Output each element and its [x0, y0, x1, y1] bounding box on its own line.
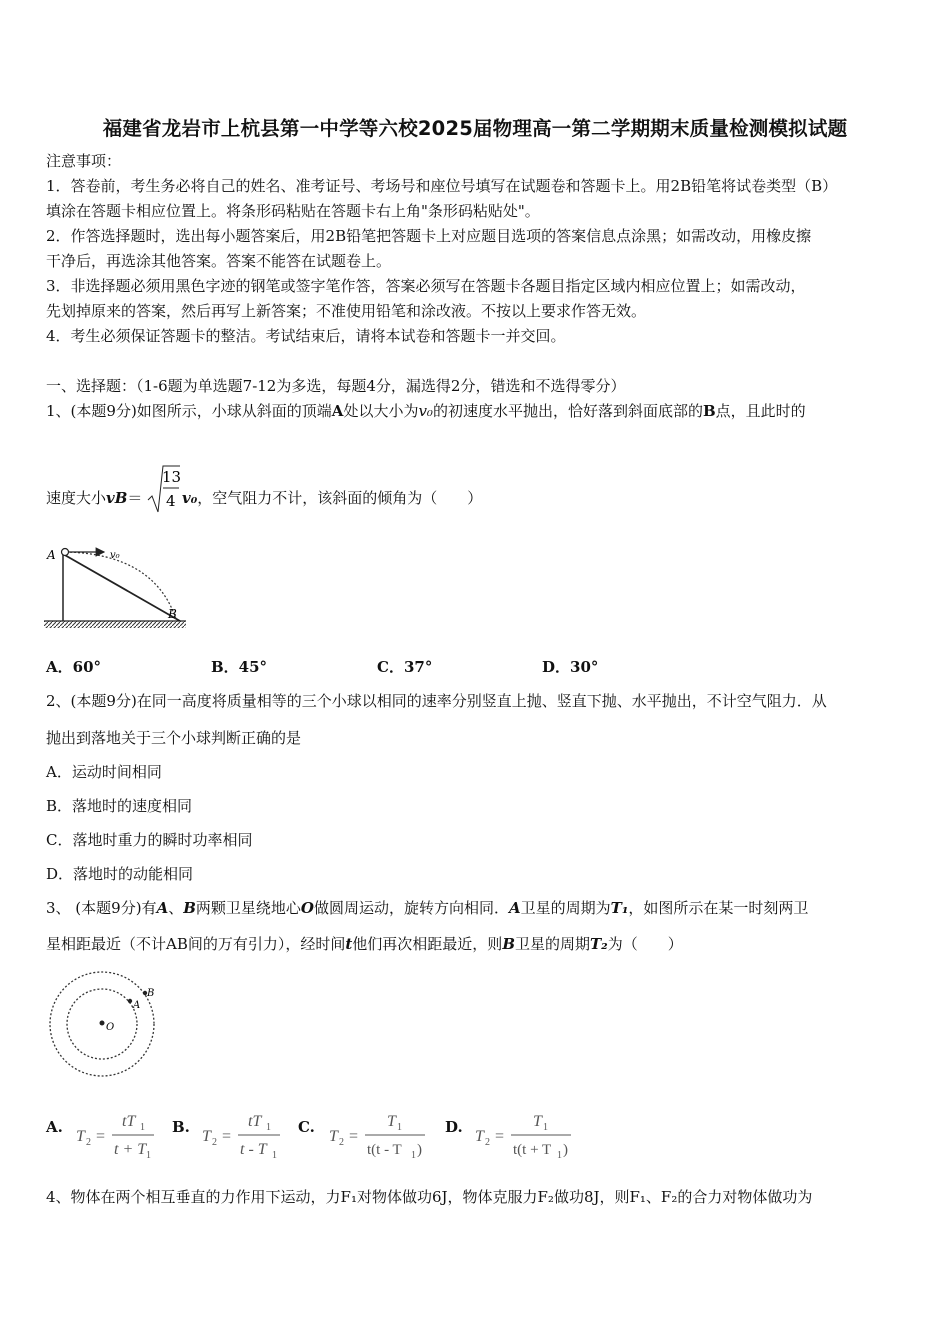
notice-line: 4．考生必须保证答题卡的整洁。考试结束后，请将本试卷和答题卡一并交回。: [46, 327, 566, 345]
ball: [62, 549, 69, 556]
q3-option-a-letter[interactable]: A.: [46, 1118, 63, 1136]
svg-text:2: 2: [86, 1137, 91, 1148]
svg-text:1: 1: [397, 1122, 402, 1133]
label-b: B: [168, 607, 177, 621]
notice-line: 干净后，再选涂其他答案。答案不能答在试题卷上。: [46, 252, 392, 270]
q2-option-c[interactable]: C．落地时重力的瞬时功率相同: [46, 831, 253, 849]
earth-center: [100, 1021, 105, 1026]
svg-text:tT: tT: [248, 1113, 262, 1130]
ground-hatch: [44, 621, 186, 628]
notice-line: 1．答卷前，考生务必将自己的姓名、准考证号、考场号和座位号填写在试题卷和答题卡上。用2B铅笔将试卷类型（B）: [46, 177, 838, 195]
q3-option-d-formula[interactable]: [473, 1108, 577, 1164]
svg-text:1: 1: [266, 1122, 271, 1133]
svg-text:2: 2: [212, 1137, 217, 1148]
svg-text:2: 2: [339, 1137, 344, 1148]
q3-option-b-formula[interactable]: [200, 1108, 286, 1164]
svg-text:1: 1: [146, 1150, 151, 1161]
svg-text:=: =: [96, 1128, 106, 1145]
q3-option-d-letter[interactable]: D.: [445, 1118, 463, 1136]
label-sat-b: B: [147, 988, 155, 999]
svg-text:=: =: [349, 1128, 359, 1145]
section-heading: 一、选择题：（1-6题为单选题7-12为多选，每题4分，漏选得2分，错选和不选得零分）: [46, 377, 626, 395]
svg-text:): ): [563, 1142, 568, 1158]
q3-option-c-letter[interactable]: C.: [298, 1118, 315, 1136]
incline-figure: [44, 542, 188, 632]
q1-option-d[interactable]: D．30°: [542, 658, 599, 676]
q2-option-b[interactable]: B．落地时的速度相同: [46, 797, 193, 815]
svg-text:): ): [417, 1142, 422, 1158]
q3-option-c-formula[interactable]: [327, 1108, 431, 1164]
svg-text:=: =: [495, 1128, 505, 1145]
question-1-line-2-rest: v₀，空气阻力不计，该斜面的倾角为（ ）: [182, 489, 483, 507]
label-sat-a: A: [133, 1000, 141, 1011]
q3-option-b-letter[interactable]: B.: [172, 1118, 190, 1136]
sqrt-numerator: 13: [162, 468, 182, 486]
svg-text:T: T: [329, 1128, 338, 1145]
incline-slope: [63, 554, 180, 621]
q2-option-d[interactable]: D．落地时的动能相同: [46, 865, 194, 883]
label-v0: v₀: [110, 550, 120, 561]
q2-option-a[interactable]: A．运动时间相同: [46, 763, 162, 781]
question-4-line-1: 4、物体在两个相互垂直的力作用下运动，力F₁对物体做功6J，物体克服力F₂做功8J，则F₁、F₂的合力对物体做功为: [46, 1188, 813, 1206]
svg-text:t + T: t + T: [114, 1141, 147, 1158]
svg-text:1: 1: [557, 1150, 562, 1161]
question-2-line-1: 2、(本题9分)在同一高度将质量相等的三个小球以相同的速率分别竖直上抛、竖直下抛、水平抛出，不计空气阻力．从: [46, 692, 827, 710]
q3-option-a-formula[interactable]: [74, 1108, 160, 1164]
q1-option-a[interactable]: A．60°: [46, 658, 102, 676]
label-a: A: [47, 548, 56, 562]
sqrt-denominator: 4: [166, 492, 176, 510]
question-3-line-1: 3、 (本题9分)有A、B两颗卫星绕地心O做圆周运动，旋转方向相同．A卫星的周期为T₁，如图所示在某一时刻两卫: [46, 899, 809, 917]
svg-text:1: 1: [543, 1122, 548, 1133]
svg-text:1: 1: [272, 1150, 277, 1161]
svg-text:2: 2: [485, 1137, 490, 1148]
notice-line: 先划掉原来的答案，然后再写上新答案；不准使用铅笔和涂改液。不按以上要求作答无效。: [46, 302, 647, 320]
svg-text:1: 1: [140, 1122, 145, 1133]
question-1-line-2: 速度大小vB＝: [46, 489, 143, 507]
svg-text:t - T: t - T: [240, 1141, 267, 1158]
question-1-line-1: 1、(本题9分)如图所示，小球从斜面的顶端A处以大小为v₀的初速度水平抛出，恰好落到斜面底部的B点，且此时的: [46, 402, 806, 420]
satellite-a: [128, 999, 132, 1003]
svg-text:T: T: [202, 1128, 211, 1145]
notice-line: 3．非选择题必须用黑色字迹的钢笔或签字笔作答，答案必须写在答题卡各题目指定区域内相应位置上；如需改动，: [46, 277, 806, 295]
orbit-figure: [44, 968, 164, 1078]
notice-line: 填涂在答题卡相应位置上。将条形码粘贴在答题卡右上角"条形码粘贴处"。: [46, 202, 540, 220]
question-2-line-2: 抛出到落地关于三个小球判断正确的是: [46, 729, 302, 747]
sqrt-formula: [146, 462, 182, 514]
notice-line: 2．作答选择题时，选出每小题答案后，用2B铅笔把答题卡上对应题目选项的答案信息点涂黑；如需改动，用橡皮擦: [46, 227, 812, 245]
q1-option-c[interactable]: C．37°: [377, 658, 433, 676]
question-3-line-2: 星相距最近（不计AB间的万有引力），经时间t他们再次相距最近，则B卫星的周期T₂为（ ）: [46, 935, 683, 953]
page-title: 福建省龙岩市上杭县第一中学等六校2025届物理高一第二学期期末质量检测模拟试题: [102, 117, 848, 140]
svg-text:T: T: [475, 1128, 484, 1145]
svg-text:T: T: [533, 1113, 542, 1130]
svg-text:T: T: [387, 1113, 396, 1130]
label-o: O: [106, 1022, 115, 1033]
q1-option-b[interactable]: B．45°: [211, 658, 268, 676]
svg-text:tT: tT: [122, 1113, 136, 1130]
svg-text:1: 1: [411, 1150, 416, 1161]
svg-text:t(t - T: t(t - T: [367, 1142, 402, 1158]
svg-text:T: T: [76, 1128, 85, 1145]
svg-text:=: =: [222, 1128, 232, 1145]
svg-text:t(t + T: t(t + T: [513, 1142, 552, 1158]
notice-heading: 注意事项：: [46, 152, 122, 170]
